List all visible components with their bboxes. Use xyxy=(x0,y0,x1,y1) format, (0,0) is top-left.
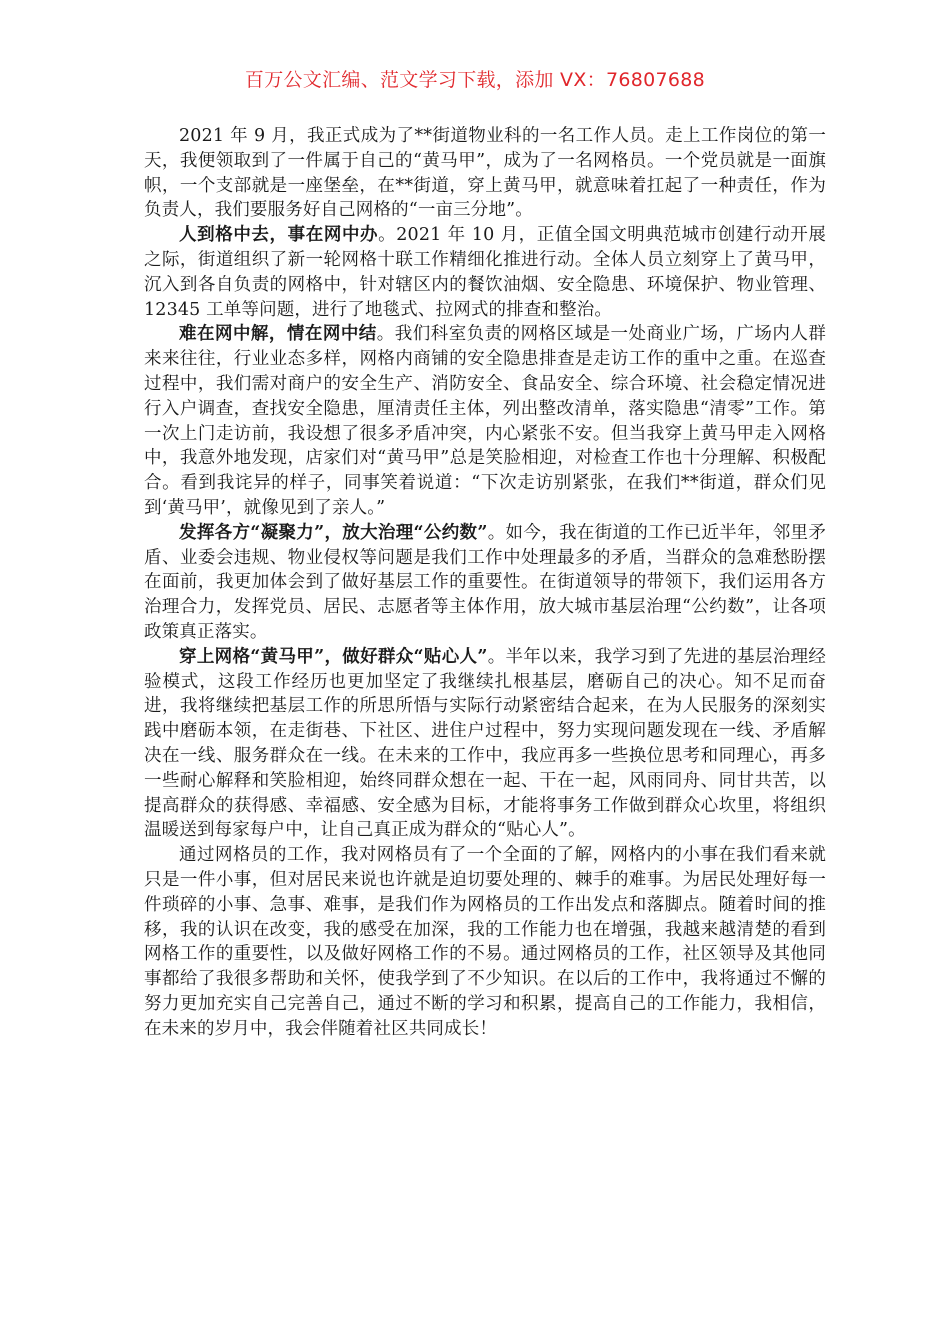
paragraph-lead: 发挥各方“凝聚力”，放大治理“公约数” xyxy=(179,522,488,543)
paragraph-difficulty xyxy=(144,322,826,520)
paragraph-conclusion xyxy=(144,843,826,1041)
paragraph-text: 。如今，我在街道的工作已近半年，邻里矛盾、业委会违规、物业侵权等问题是我们工作中处理最多的矛盾，当群众的急难愁盼摆在面前，我更加体会到了做好基层工作的重要性。在街道领导的带领下，我们运用各方治理合力，发挥党员、居民、志愿者等主体作用，放大城市基层治理“公约数”，让各项政策真正落实。 xyxy=(144,522,826,642)
paragraph-text: 2021 年 9 月，我正式成为了**街道物业科的一名工作人员。走上工作岗位的第一天，我便领取到了一件属于自己的“黄马甲”，成为了一名网格员。一个党员就是一面旗帜，一个支部就是一座堡垒，在**街道，穿上黄马甲，就意味着扛起了一种责任，作为负责人，我们要服务好自己网格的“一亩三分地”。 xyxy=(144,126,826,221)
paragraph-intro xyxy=(144,124,826,223)
article-body xyxy=(144,124,826,1041)
paragraph-text: 。我们科室负责的网格区域是一处商业广场，广场内人群来来往往，行业业态多样，网格内商铺的安全隐患排查是走访工作的重中之重。在巡查过程中，我们需对商户的安全生产、消防安全、食品安全、综合环境、社会稳定情况进行入户调查，查找安全隐患，厘清责任主体，列出整改清单，落实隐患“清零”工作。第一次上门走访前，我设想了很多矛盾冲突，内心紧张不安。但当我穿上黄马甲走入网格中，我意外地发现，店家们对“黄马甲”总是笑脸相迎，对检查工作也十分理解、积极配合。看到我诧异的样子，同事笑着说道：“下次走访别紧张，在我们**街道，群众们见到‘黄马甲’，就像见到了亲人。” xyxy=(144,324,826,518)
paragraph-lead: 穿上网格“黄马甲”，做好群众“贴心人” xyxy=(179,646,488,667)
paragraph-cohesion xyxy=(144,521,826,645)
paragraph-lead: 人到格中去，事在网中办 xyxy=(179,225,379,246)
paragraph-text: 通过网格员的工作，我对网格员有了一个全面的了解，网格内的小事在我们看来就只是一件小事，但对居民来说也许就是迫切要处理的、棘手的难事。为居民处理好每一件琐碎的小事、急事、难事，是我们作为网格员的工作出发点和落脚点。随着时间的推移，我的认识在改变，我的感受在加深，我的工作能力也在增强，我越来越清楚的看到网格工作的重要性，以及做好网格工作的不易。通过网格员的工作，社区领导及其他同事都给了我很多帮助和关怀，使我学到了不少知识。在以后的工作中，我将通过不懈的努力更加充实自己完善自己，通过不断的学习和积累，提高自己的工作能力，我相信，在未来的岁月中，我会伴随着社区共同成长！ xyxy=(144,845,826,1039)
paragraph-text: 。2021 年 10 月，正值全国文明典范城市创建行动开展之际，街道组织了新一轮网格十联工作精细化推进行动。全体人员立刻穿上了黄马甲，沉入到各自负责的网格中，针对辖区内的餐饮油烟、安全隐患、环境保护、物业管理、12345 工单等问题，进行了地毯式、拉网式的排查和整治。 xyxy=(144,225,826,320)
paragraph-lead: 难在网中解，情在网中结 xyxy=(179,324,377,345)
paragraph-text: 。半年以来，我学习到了先进的基层治理经验模式，这段工作经历也更加坚定了我继续扎根基层，磨砺自己的决心。知不足而奋进，我将继续把基层工作的所思所悟与实际行动紧密结合起来，在为人民服务的深刻实践中磨砺本领，在走街巷、下社区、进住户过程中，努力实现问题发现在一线、矛盾解决在一线、服务群众在一线。在未来的工作中，我应再多一些换位思考和同理心，再多一些耐心解释和笑脸相迎，始终同群众想在一起、干在一起，风雨同舟、同甘共苦，以提高群众的获得感、幸福感、安全感为目标，才能将事务工作做到群众心坎里，将组织温暖送到每家每户中，让自己真正成为群众的“贴心人”。 xyxy=(144,646,826,841)
paragraph-grid-work xyxy=(144,223,826,322)
paragraph-caring xyxy=(144,645,826,843)
watermark-header: 百万公文汇编、范文学习下载，添加 VX：76807688 xyxy=(244,69,706,91)
